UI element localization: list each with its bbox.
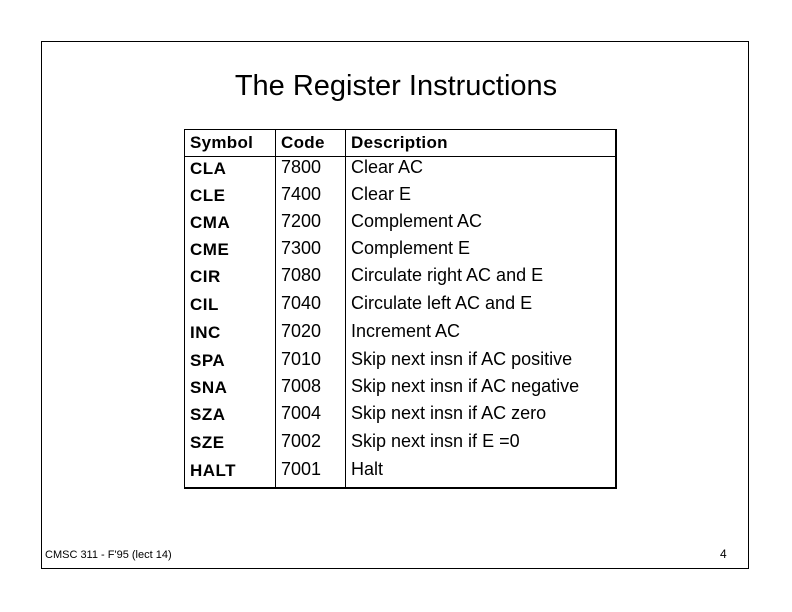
header-code: Code	[276, 130, 346, 157]
description-cell: Skip next insn if AC positive	[346, 349, 617, 376]
table-row	[185, 293, 617, 321]
description-cell: Clear AC	[346, 157, 617, 185]
description-cell: Complement E	[346, 238, 617, 265]
description-cell: Skip next insn if AC zero	[346, 403, 617, 431]
table-row	[185, 157, 617, 185]
description-cell: Halt	[346, 459, 617, 488]
symbol-cell: CME	[185, 238, 276, 265]
code-cell: 7040	[276, 293, 346, 321]
symbol-cell: SZE	[185, 431, 276, 459]
code-cell: 7080	[276, 265, 346, 293]
table-row	[185, 349, 617, 376]
header-description: Description	[346, 130, 617, 157]
code-cell: 7200	[276, 211, 346, 238]
header-symbol: Symbol	[185, 130, 276, 157]
table-row	[185, 403, 617, 431]
table-row	[185, 265, 617, 293]
table-row	[185, 321, 617, 349]
table-row	[185, 211, 617, 238]
table-header-row	[185, 130, 617, 157]
description-cell: Circulate right AC and E	[346, 265, 617, 293]
code-cell: 7008	[276, 376, 346, 403]
code-cell: 7400	[276, 184, 346, 211]
table-row	[185, 376, 617, 403]
code-cell: 7020	[276, 321, 346, 349]
code-cell: 7001	[276, 459, 346, 488]
symbol-cell: SPA	[185, 349, 276, 376]
slide-footer: CMSC 311 - F'95 (lect 14)	[45, 549, 172, 561]
symbol-cell: INC	[185, 321, 276, 349]
table-row	[185, 431, 617, 459]
register-instructions-table	[184, 129, 617, 489]
symbol-cell: CIR	[185, 265, 276, 293]
description-cell: Skip next insn if AC negative	[346, 376, 617, 403]
description-cell: Circulate left AC and E	[346, 293, 617, 321]
description-cell: Complement AC	[346, 211, 617, 238]
symbol-cell: SNA	[185, 376, 276, 403]
symbol-cell: HALT	[185, 459, 276, 488]
symbol-cell: SZA	[185, 403, 276, 431]
symbol-cell: CMA	[185, 211, 276, 238]
code-cell: 7010	[276, 349, 346, 376]
symbol-cell: CLE	[185, 184, 276, 211]
code-cell: 7004	[276, 403, 346, 431]
code-cell: 7002	[276, 431, 346, 459]
code-cell: 7800	[276, 157, 346, 185]
table-row	[185, 459, 617, 488]
description-cell: Clear E	[346, 184, 617, 211]
symbol-cell: CLA	[185, 157, 276, 185]
code-cell: 7300	[276, 238, 346, 265]
table-row	[185, 238, 617, 265]
table-row	[185, 184, 617, 211]
slide-title: The Register Instructions	[234, 70, 558, 102]
symbol-cell: CIL	[185, 293, 276, 321]
description-cell: Increment AC	[346, 321, 617, 349]
page-number: 4	[720, 547, 727, 561]
description-cell: Skip next insn if E =0	[346, 431, 617, 459]
